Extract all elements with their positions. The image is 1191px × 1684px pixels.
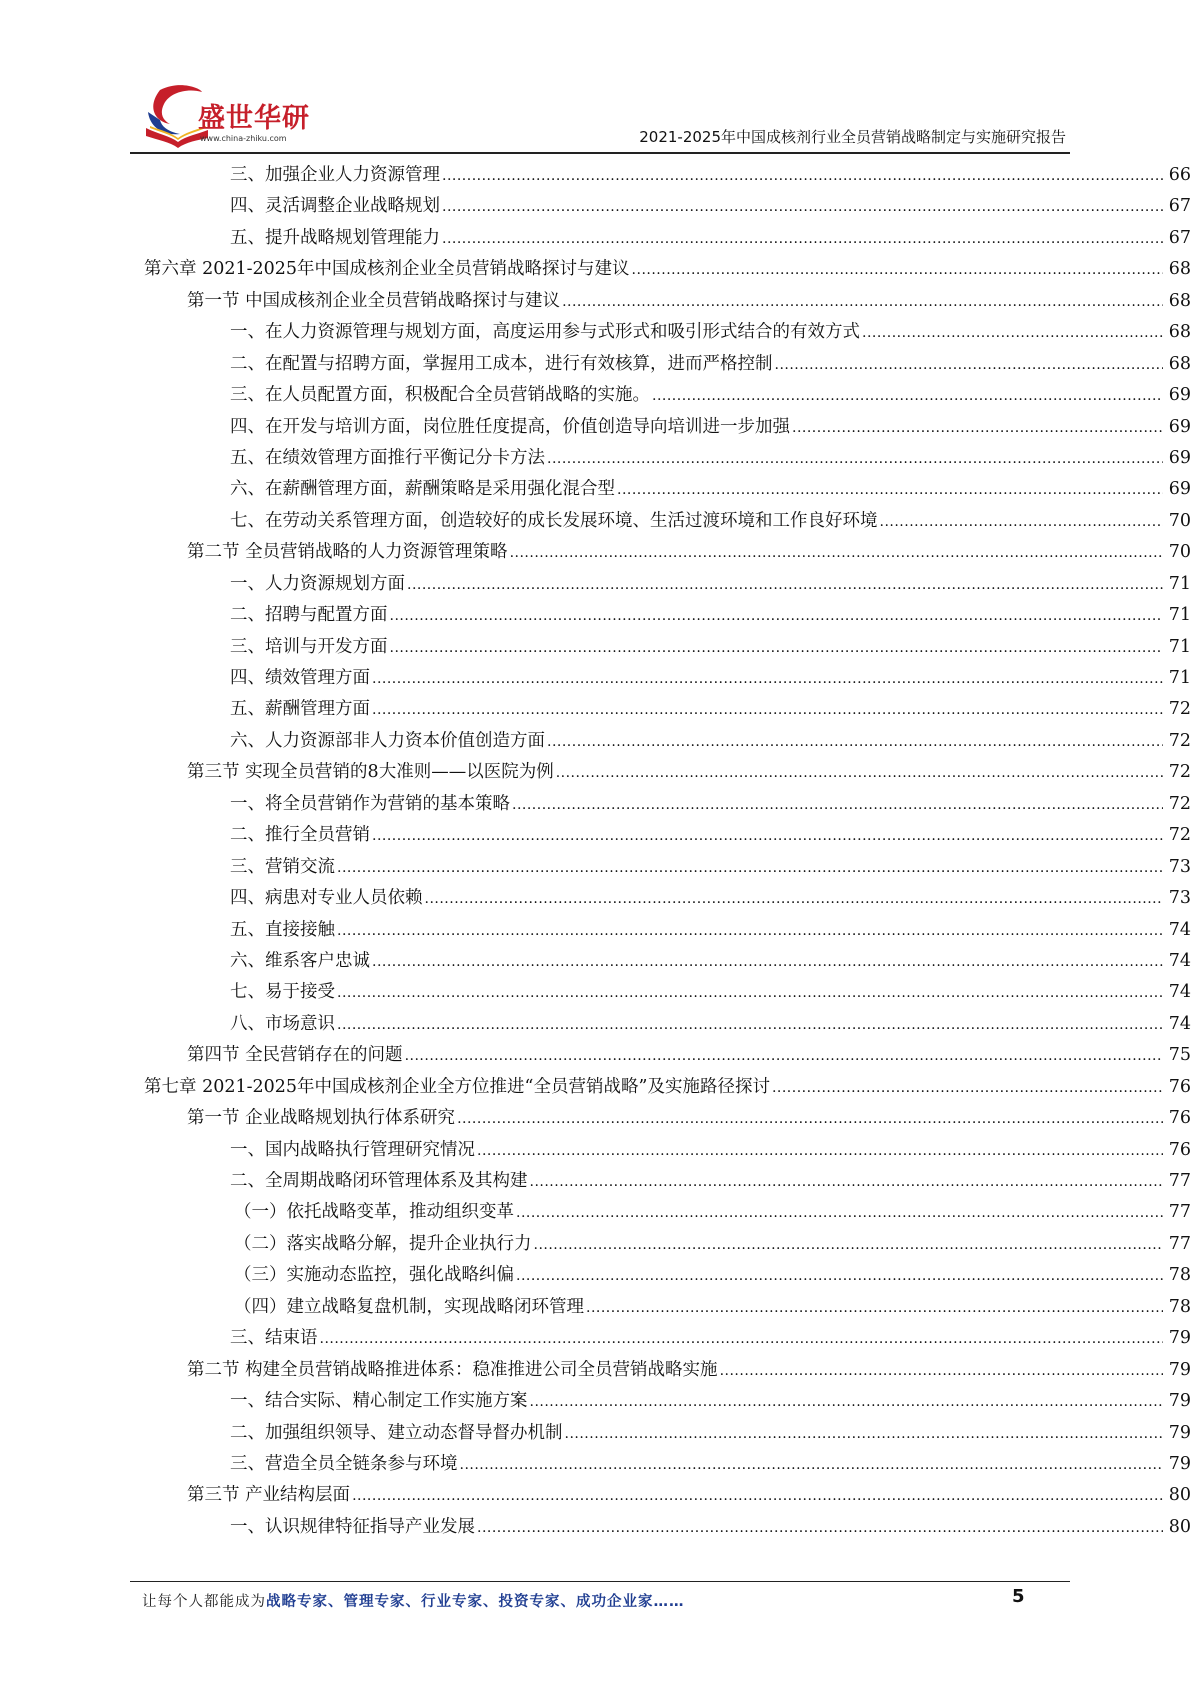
toc-dot-leader xyxy=(372,820,1163,852)
toc-dot-leader xyxy=(407,569,1163,601)
page-number: 5 xyxy=(1012,1586,1025,1607)
toc-entry[interactable] xyxy=(230,223,1191,254)
toc-entry-label: 二、全周期战略闭环管理体系及其构建 xyxy=(230,1171,528,1191)
toc-dot-leader xyxy=(477,1512,1163,1544)
toc-entry[interactable] xyxy=(230,694,1191,725)
toc-entry[interactable] xyxy=(187,537,1191,568)
toc-entry-page: 79 xyxy=(1168,1359,1191,1380)
toc-entry[interactable] xyxy=(230,726,1191,757)
toc-entry-label: 一、在人力资源管理与规划方面，高度运用参与式形式和吸引形式结合的有效方式 xyxy=(230,322,860,343)
toc-entry-label: 三、培训与开发方面 xyxy=(230,636,388,657)
toc-entry[interactable] xyxy=(230,789,1191,820)
toc-entry[interactable] xyxy=(230,663,1191,694)
toc-entry[interactable] xyxy=(230,443,1191,474)
toc-entry-page: 78 xyxy=(1168,1296,1191,1317)
toc-dot-leader xyxy=(652,380,1163,412)
toc-dot-leader xyxy=(792,412,1163,444)
toc-entry-page: 71 xyxy=(1168,668,1191,688)
page-header xyxy=(130,78,1070,158)
toc-entry[interactable] xyxy=(144,254,1191,285)
toc-dot-leader xyxy=(562,286,1163,318)
footer-divider xyxy=(130,1581,1070,1582)
toc-dot-leader xyxy=(720,1355,1163,1387)
toc-dot-leader xyxy=(516,1260,1163,1292)
toc-entry[interactable] xyxy=(234,1229,1191,1260)
toc-entry[interactable] xyxy=(187,1040,1191,1071)
toc-entry[interactable] xyxy=(230,1009,1191,1040)
toc-entry-label: 二、在配置与招聘方面，掌握用工成本，进行有效核算，进而严格控制 xyxy=(230,353,773,374)
toc-dot-leader xyxy=(477,1135,1163,1167)
toc-entry[interactable] xyxy=(234,1260,1191,1291)
toc-dot-leader xyxy=(390,632,1164,664)
toc-entry[interactable] xyxy=(234,1292,1191,1323)
toc-dot-leader xyxy=(775,349,1164,381)
toc-entry[interactable] xyxy=(230,569,1191,600)
toc-entry-page: 79 xyxy=(1168,1422,1191,1443)
toc-entry[interactable] xyxy=(187,1355,1191,1386)
toc-entry[interactable] xyxy=(230,412,1191,443)
toc-entry[interactable] xyxy=(230,632,1191,663)
toc-entry-label: 七、易于接受 xyxy=(230,982,335,1003)
toc-dot-leader xyxy=(547,443,1163,475)
toc-entry-label: 五、薪酬管理方面 xyxy=(230,699,370,720)
toc-entry-label: 四、灵活调整企业战略规划 xyxy=(230,196,440,217)
footer-slogan-prefix: 让每个人都能成为 xyxy=(142,1594,266,1610)
toc-entry[interactable] xyxy=(187,1480,1191,1511)
toc-entry-label: 第一节 企业战略规划执行体系研究 xyxy=(187,1108,456,1129)
toc-entry-page: 72 xyxy=(1168,699,1191,720)
toc-entry[interactable] xyxy=(230,1386,1191,1417)
toc-entry-page: 73 xyxy=(1168,856,1191,877)
toc-dot-leader xyxy=(556,757,1163,789)
toc-dot-leader xyxy=(880,506,1164,538)
toc-entry-page: 68 xyxy=(1168,259,1191,280)
toc-entry-page: 71 xyxy=(1168,605,1191,626)
toc-dot-leader xyxy=(632,254,1163,286)
toc-entry-label: 一、将全员营销作为营销的基本策略 xyxy=(230,793,510,814)
report-title: 2021-2025年中国成核剂行业全员营销战略制定与实施研究报告 xyxy=(639,128,1066,146)
toc-entry-page: 78 xyxy=(1168,1265,1191,1286)
toc-entry-page: 68 xyxy=(1168,353,1191,374)
toc-entry-page: 73 xyxy=(1168,888,1191,909)
toc-entry-page: 76 xyxy=(1168,1108,1191,1129)
toc-dot-leader xyxy=(405,1040,1163,1072)
toc-entry[interactable] xyxy=(230,1135,1191,1166)
toc-entry[interactable] xyxy=(230,883,1191,914)
toc-entry-page: 69 xyxy=(1168,385,1191,406)
toc-entry-label: （三）实施动态监控，强化战略纠偏 xyxy=(234,1265,514,1286)
toc-entry-page: 67 xyxy=(1168,227,1191,248)
toc-entry[interactable] xyxy=(230,380,1191,411)
toc-entry-page: 74 xyxy=(1168,1013,1191,1034)
logo-name: 盛世华研 xyxy=(198,103,310,134)
toc-entry-label: 第四节 全民营销存在的问题 xyxy=(187,1045,403,1066)
toc-entry[interactable] xyxy=(230,1449,1191,1480)
logo-url: www.china-zhiku.com xyxy=(200,134,287,143)
toc-dot-leader xyxy=(390,600,1164,632)
toc-entry-label: 第三节 实现全员营销的8大准则——以医院为例 xyxy=(187,762,554,783)
toc-entry[interactable] xyxy=(230,474,1191,505)
toc-entry-page: 79 xyxy=(1168,1328,1191,1349)
toc-entry-label: 五、直接接触 xyxy=(230,919,335,940)
toc-dot-leader xyxy=(337,977,1163,1009)
toc-entry[interactable] xyxy=(234,1197,1191,1228)
toc-dot-leader xyxy=(320,1323,1164,1355)
toc-entry-page: 72 xyxy=(1168,825,1191,846)
toc-entry-page: 77 xyxy=(1168,1202,1191,1223)
toc-entry-page: 68 xyxy=(1168,322,1191,343)
toc-entry[interactable] xyxy=(230,600,1191,631)
toc-entry-page: 76 xyxy=(1168,1076,1191,1097)
toc-entry[interactable] xyxy=(230,977,1191,1008)
toc-entry-label: （一）依托战略变革，推动组织变革 xyxy=(234,1202,514,1223)
toc-entry-label: 三、营造全员全链条参与环境 xyxy=(230,1453,458,1474)
toc-entry-label: 三、营销交流 xyxy=(230,856,335,877)
toc-dot-leader xyxy=(442,191,1163,223)
toc-dot-leader xyxy=(372,946,1163,978)
toc-entry-label: 一、国内战略执行管理研究情况 xyxy=(230,1139,475,1160)
toc-entry[interactable] xyxy=(230,1512,1191,1543)
toc-entry-label: 四、病患对专业人员依赖 xyxy=(230,888,423,909)
toc-entry[interactable] xyxy=(230,915,1191,946)
toc-dot-leader xyxy=(372,694,1163,726)
toc-dot-leader xyxy=(510,537,1163,569)
toc-entry-page: 66 xyxy=(1168,165,1191,185)
toc-dot-leader xyxy=(565,1418,1164,1450)
table-of-contents xyxy=(0,160,1191,1543)
toc-dot-leader xyxy=(337,915,1163,947)
toc-entry-label: 一、认识规律特征指导产业发展 xyxy=(230,1516,475,1537)
toc-dot-leader xyxy=(352,1480,1163,1512)
toc-entry-page: 74 xyxy=(1168,950,1191,971)
toc-entry[interactable] xyxy=(230,1166,1191,1197)
toc-entry-page: 77 xyxy=(1168,1171,1191,1191)
toc-dot-leader xyxy=(547,726,1163,758)
toc-dot-leader xyxy=(516,1197,1163,1229)
company-logo xyxy=(140,82,320,152)
toc-entry-label: 三、加强企业人力资源管理 xyxy=(230,165,440,185)
toc-dot-leader xyxy=(772,1072,1163,1104)
toc-dot-leader xyxy=(337,1009,1163,1041)
toc-entry-page: 71 xyxy=(1168,573,1191,594)
toc-dot-leader xyxy=(442,160,1163,192)
toc-dot-leader xyxy=(457,1103,1163,1135)
toc-entry-label: 二、推行全员营销 xyxy=(230,825,370,846)
toc-entry[interactable] xyxy=(187,286,1191,317)
footer-slogan-highlight: 战略专家、管理专家、行业专家、投资专家、成功企业家…… xyxy=(266,1594,685,1610)
toc-entry-page: 67 xyxy=(1168,196,1191,217)
toc-entry[interactable] xyxy=(187,757,1191,788)
toc-entry-page: 80 xyxy=(1168,1516,1191,1537)
toc-entry[interactable] xyxy=(230,191,1191,222)
toc-dot-leader xyxy=(530,1386,1164,1418)
toc-dot-leader xyxy=(862,317,1163,349)
toc-entry-page: 71 xyxy=(1168,636,1191,657)
toc-entry-label: 六、人力资源部非人力资本价值创造方面 xyxy=(230,730,545,751)
toc-entry-label: 四、在开发与培训方面，岗位胜任度提高，价值创造导向培训进一步加强 xyxy=(230,416,790,437)
toc-entry[interactable] xyxy=(187,1103,1191,1134)
toc-entry-page: 72 xyxy=(1168,793,1191,814)
toc-dot-leader xyxy=(586,1292,1163,1324)
toc-entry[interactable] xyxy=(230,1418,1191,1449)
toc-entry-label: 八、市场意识 xyxy=(230,1013,335,1034)
toc-entry-label: 二、招聘与配置方面 xyxy=(230,605,388,626)
toc-entry-page: 69 xyxy=(1168,447,1191,468)
toc-entry-page: 69 xyxy=(1168,416,1191,437)
toc-entry-label: 四、绩效管理方面 xyxy=(230,668,370,688)
toc-entry-label: 第二节 全员营销战略的人力资源管理策略 xyxy=(187,542,508,563)
header-divider xyxy=(130,152,1070,154)
toc-entry-label: 七、在劳动关系管理方面，创造较好的成长发展环境、生活过渡环境和工作良好环境 xyxy=(230,510,878,531)
toc-entry[interactable] xyxy=(230,506,1191,537)
toc-entry[interactable] xyxy=(144,1072,1191,1103)
toc-dot-leader xyxy=(337,852,1163,884)
toc-dot-leader xyxy=(617,474,1163,506)
toc-entry-page: 68 xyxy=(1168,290,1191,311)
toc-entry-page: 70 xyxy=(1168,510,1191,531)
toc-entry-label: 一、结合实际、精心制定工作实施方案 xyxy=(230,1391,528,1412)
toc-entry-page: 76 xyxy=(1168,1139,1191,1160)
toc-entry-page: 79 xyxy=(1168,1391,1191,1412)
footer-slogan xyxy=(142,1590,685,1611)
toc-entry-page: 69 xyxy=(1168,479,1191,500)
toc-entry[interactable] xyxy=(230,317,1191,348)
toc-entry[interactable] xyxy=(230,160,1191,191)
toc-entry-label: 第二节 构建全员营销战略推进体系：稳准推进公司全员营销战略实施 xyxy=(187,1359,718,1380)
toc-dot-leader xyxy=(530,1166,1164,1198)
toc-entry-label: （四）建立战略复盘机制，实现战略闭环管理 xyxy=(234,1296,584,1317)
toc-entry-label: 一、人力资源规划方面 xyxy=(230,573,405,594)
toc-dot-leader xyxy=(512,789,1163,821)
toc-entry-page: 79 xyxy=(1168,1453,1191,1474)
toc-dot-leader xyxy=(534,1229,1164,1261)
toc-dot-leader xyxy=(425,883,1164,915)
toc-entry-page: 80 xyxy=(1168,1485,1191,1506)
toc-entry-label: 五、在绩效管理方面推行平衡记分卡方法 xyxy=(230,447,545,468)
toc-entry[interactable] xyxy=(230,349,1191,380)
toc-entry-page: 72 xyxy=(1168,730,1191,751)
toc-entry-label: 二、加强组织领导、建立动态督导督办机制 xyxy=(230,1422,563,1443)
toc-entry-label: 第七章 2021-2025年中国成核剂企业全方位推进“全员营销战略”及实施路径探讨 xyxy=(144,1076,770,1097)
toc-entry[interactable] xyxy=(230,1323,1191,1354)
toc-dot-leader xyxy=(372,663,1163,695)
toc-entry-page: 74 xyxy=(1168,982,1191,1003)
toc-entry[interactable] xyxy=(230,820,1191,851)
toc-entry-label: 六、在薪酬管理方面，薪酬策略是采用强化混合型 xyxy=(230,479,615,500)
toc-entry-label: 第一节 中国成核剂企业全员营销战略探讨与建议 xyxy=(187,290,561,311)
toc-dot-leader xyxy=(442,223,1163,255)
toc-entry-label: 第三节 产业结构层面 xyxy=(187,1485,351,1506)
toc-entry-page: 74 xyxy=(1168,919,1191,940)
toc-entry-label: 六、维系客户忠诚 xyxy=(230,950,370,971)
toc-entry-label: 五、提升战略规划管理能力 xyxy=(230,227,440,248)
toc-entry[interactable] xyxy=(230,852,1191,883)
toc-entry-label: 第六章 2021-2025年中国成核剂企业全员营销战略探讨与建议 xyxy=(144,259,630,280)
toc-entry[interactable] xyxy=(230,946,1191,977)
toc-entry-label: 三、在人员配置方面，积极配合全员营销战略的实施。 xyxy=(230,385,650,406)
toc-entry-label: （二）落实战略分解，提升企业执行力 xyxy=(234,1233,532,1254)
toc-entry-page: 70 xyxy=(1168,542,1191,563)
toc-entry-label: 三、结束语 xyxy=(230,1328,318,1349)
toc-entry-page: 75 xyxy=(1168,1045,1191,1066)
toc-entry-page: 77 xyxy=(1168,1233,1191,1254)
toc-dot-leader xyxy=(460,1449,1164,1481)
toc-entry-page: 72 xyxy=(1168,762,1191,783)
